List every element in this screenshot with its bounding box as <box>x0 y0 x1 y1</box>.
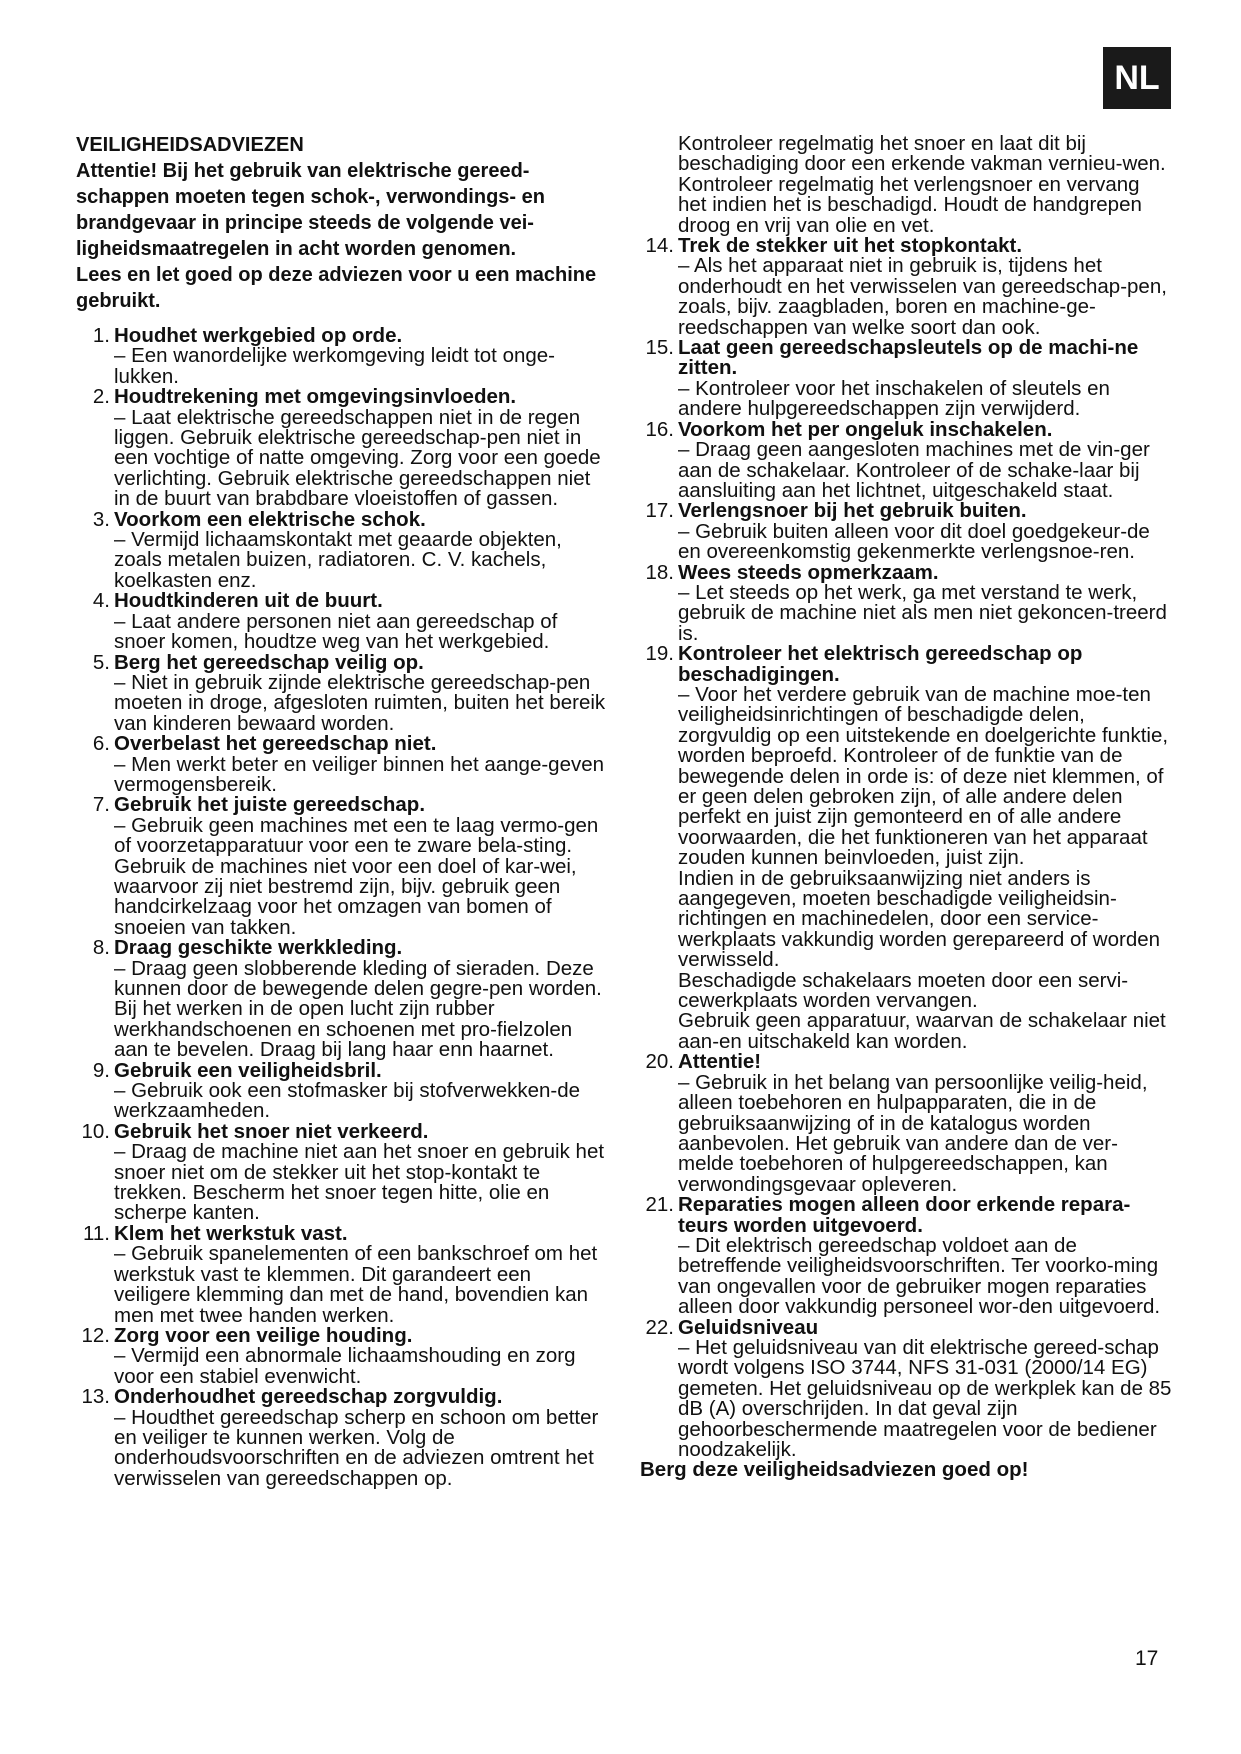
item-title: Voorkom een elektrische schok. <box>114 507 426 531</box>
safety-item-4 <box>76 591 610 652</box>
item-title: Gebruik het juiste gereedschap. <box>114 793 426 817</box>
item-number: 7. <box>92 793 110 817</box>
item-number: 9. <box>92 1058 110 1082</box>
safety-item-19 <box>640 644 1172 1052</box>
item-body: – Gebruik in het belang van persoonlijke veilig-heid, alleen toebehoren en hulpapparaten, die in de gebruiksaanwijzing of in de katalogus worden aanbevolen. Het gebruik van andere dan de ver-melde toebehoren of hulpgereedschappen, kan verwondingsgevaar opleveren. <box>678 1070 1148 1196</box>
right-column <box>640 134 1172 1481</box>
safety-item-13 <box>76 1387 610 1489</box>
safety-item-21 <box>640 1195 1172 1317</box>
item-body: – Vermijd lichaamskontakt met geaarde objekten, zoals metalen buizen, radiatoren. C. V. kachels, koelkasten enz. <box>114 528 562 592</box>
item-body: – Gebruik geen machines met een te laag vermo-gen of voorzetapparatuur voor een te zware bela-sting. <box>114 813 599 858</box>
safety-item-15 <box>640 338 1172 420</box>
item-number: 10. <box>81 1119 110 1143</box>
item-body-continued: Gebruik geen apparatuur, waarvan de schakelaar niet aan-en uitschakeld kan worden. <box>678 1009 1166 1053</box>
item-title: Laat geen gereedschapsleutels op de machi-ne zitten. <box>678 336 1139 380</box>
item-body: – Voor het verdere gebruik van de machine moe-ten veiligheidsinrichtingen of beschadigde delen, zorgvuldig op een uitstekende en doelgerichte funktie, worden beproefd. Kontroleer of de funktie van de bewegende delen in orde is: of deze niet klemmen, of er geen delen gebroken zijn, of alle andere delen perfekt en juist zijn gemonteerd en of alle andere voorwaarden, die het funktioneren van het apparaat zouden kunnen beinvloeden, juist zijn. <box>678 682 1169 870</box>
item-number: 11. <box>83 1221 110 1245</box>
item-title: Draag geschikte werkkleding. <box>114 936 403 960</box>
safety-item-22 <box>640 1315 1172 1461</box>
item-number: 18. <box>645 560 674 584</box>
item-13-continuation: Kontroleer regelmatig het snoer en laat dit bij beschadiging door een erkende vakman vernieu-wen. Kontroleer regelmatig het verlengsnoer en vervang het indien het is beschadigd. Houdt de handgrepen droog en vrij van olie en vet. <box>678 132 1166 237</box>
item-body: – Houdthet gereedschap scherp en schoon om better en veiliger te kunnen werken. Volg de onderhoudsvoorschriften en de adviezen omtrent het verwisselen van gereedschappen op. <box>114 1405 599 1490</box>
item-body: – Draag geen aangesloten machines met de vin-ger aan de schakelaar. Kontroleer of de schake-laar bij aansluiting aan het lichtnet, uitgeschakeld staat. <box>678 438 1150 502</box>
safety-item-8 <box>76 938 610 1060</box>
section-heading: VEILIGHEIDSADVIEZEN <box>76 134 304 156</box>
item-title: Gebruik het snoer niet verkeerd. <box>114 1119 429 1143</box>
safety-item-11 <box>76 1221 610 1327</box>
safety-item-14 <box>640 236 1172 338</box>
item-number: 8. <box>92 936 110 960</box>
item-body: – Als het apparaat niet in gebruik is, tijdens het onderhoudt en het verwisselen van gereedschap-pen, zoals, bijv. zaagbladen, boren en machine-ge-reedschappen van welke soort dan ook. <box>678 254 1167 339</box>
safety-item-18 <box>640 560 1172 645</box>
safety-item-3 <box>76 507 610 592</box>
item-title: Wees steeds opmerkzaam. <box>678 560 939 584</box>
item-title: Onderhoudhet gereedschap zorgvuldig. <box>114 1385 503 1409</box>
intro-instruction: Lees en let goed op deze adviezen voor u een machine gebruikt. <box>76 264 597 312</box>
item-body: – Laat andere personen niet aan gereedschap of snoer komen, houdtze weg van het werkgebied. <box>114 609 558 654</box>
item-number: 1. <box>92 324 110 347</box>
item-title: Reparaties mogen alleen door erkende repara-teurs worden uitgevoerd. <box>678 1193 1131 1237</box>
item-number: 4. <box>92 589 110 613</box>
item-number: 15. <box>645 336 674 360</box>
item-body: – Vermijd een abnormale lichaamshouding en zorg voor een stabiel evenwicht. <box>114 1344 576 1388</box>
item-body: – Laat elektrische gereedschappen niet in de regen liggen. Gebruik elektrische gereedschap-pen niet in een vochtige of natte omgeving. Zorg voor een goede verlichting. Gebruik elektrische gereedschappen niet in de buurt van brabdbare vloeistoffen of gassen. <box>114 405 601 511</box>
item-body-continued: Gebruik de machines niet voor een doel of kar-wei, waarvoor zij niet bestremd zijn, bijv. gebruik geen handcirkelzaag voor het omzagen van bomen of snoeien van takken. <box>114 854 577 939</box>
intro-warning: Attentie! Bij het gebruik van elektrische gereed-schappen moeten tegen schok-, verwondings- en brandgevaar in principe steeds de volgende vei-ligheidsmaatregelen in acht worden genomen. <box>76 160 545 260</box>
item-number: 6. <box>92 732 110 756</box>
item-body: – Niet in gebruik zijnde elektrische gereedschap-pen moeten in droge, afgesloten ruimten, buiten het bereik van kinderen bewaard worden. <box>114 670 606 735</box>
item-body: – Men werkt beter en veiliger binnen het aange-geven vermogensbereik. <box>114 752 605 796</box>
item-body: – Draag geen slobberende kleding of sieraden. Deze kunnen door de bewegende delen gegre-pen worden. Bij het werken in de open lucht zijn rubber werkhandschoenen en schoenen met pro-fielzolen aan te bevelen. Draag bij lang haar enn haarnet. <box>114 956 602 1062</box>
item-title: Voorkom het per ongeluk inschakelen. <box>678 417 1053 441</box>
item-title: Attentie! <box>678 1050 762 1074</box>
item-number: 2. <box>92 385 110 409</box>
safety-item-6 <box>76 734 610 795</box>
item-body: – Dit elektrisch gereedschap voldoet aan de betreffende veiligheidsvoorschriften. Ter voorko-ming van ongevallen voor de gebruiker mogen reparaties alleen door vakkundig personeel wor-den uitgevoerd. <box>678 1233 1161 1319</box>
item-number: 5. <box>92 650 110 674</box>
item-title: Zorg voor een veilige houding. <box>114 1323 413 1347</box>
item-number: 3. <box>92 507 110 531</box>
item-title: Houdhet werkgebied op orde. <box>114 324 403 347</box>
item-number: 17. <box>645 499 674 523</box>
item-title: Klem het werkstuk vast. <box>114 1221 348 1245</box>
closing-note: Berg deze veiligheidsadviezen goed op! <box>640 1458 1029 1482</box>
page-number: 17 <box>1135 1647 1159 1670</box>
item-title: Houdtrekening met omgevingsinvloeden. <box>114 385 517 409</box>
item-body: – Gebruik buiten alleen voor dit doel goedgekeur-de en overeenkomstig gekenmerkte verlengsnoe-ren. <box>678 519 1150 564</box>
item-number: 12. <box>81 1323 110 1347</box>
item-body: – Het geluidsniveau van dit elektrische gereed-schap wordt volgens ISO 3744, NFS 31-031 (2000/14 EG) gemeten. Het geluidsniveau op de werkplek kan de 85 dB (A) overschrijden. In dat geval zijn gehoorbeschermende maatregelen voor de bediener noodzakelijk. <box>678 1335 1172 1461</box>
item-body: – Let steeds op het werk, ga met verstand te werk, gebruik de machine niet als men niet gekoncen-treerd is. <box>678 580 1167 645</box>
item-number: 20. <box>645 1050 674 1074</box>
safety-item-12 <box>76 1323 610 1388</box>
safety-item-9 <box>76 1058 610 1123</box>
safety-item-16 <box>640 417 1172 502</box>
safety-item-7 <box>76 795 610 938</box>
language-badge: NL <box>1103 47 1171 109</box>
item-body-continued: Indien in de gebruiksaanwijzing niet anders is aangegeven, moeten beschadigde veiligheidsin-richtingen en machinedelen, door een service-werkplaats vakkundig worden gerepareerd of worden verwisseld. <box>678 866 1161 972</box>
safety-item-2 <box>76 387 610 509</box>
item-number: 22. <box>645 1315 674 1339</box>
item-title: Berg het gereedschap veilig op. <box>114 650 424 674</box>
item-body-continued: Beschadigde schakelaars moeten door een servi-cewerkplaats worden vervangen. <box>678 968 1129 1013</box>
safety-item-1 <box>76 326 610 387</box>
item-title: Geluidsniveau <box>678 1315 819 1339</box>
item-body: – Een wanordelijke werkomgeving leidt tot onge-lukken. <box>114 344 556 388</box>
item-body: – Gebruik ook een stofmasker bij stofverwekken-de werkzaamheden. <box>114 1079 581 1123</box>
item-number: 16. <box>645 417 674 441</box>
item-body: – Gebruik spanelementen of een bankschroef om het werkstuk vast te klemmen. Dit garandeert een veiligere klemming dan met de hand, bovendien kan men met twee handen werken. <box>114 1242 598 1327</box>
item-body: – Kontroleer voor het inschakelen of sleutels en andere hulpgereedschappen zijn verwijderd. <box>678 376 1110 421</box>
item-title: Trek de stekker uit het stopkontakt. <box>678 234 1023 258</box>
item-title: Verlengsnoer bij het gebruik buiten. <box>678 499 1027 523</box>
item-number: 13. <box>81 1385 110 1409</box>
item-number: 14. <box>645 234 674 258</box>
item-title: Overbelast het gereedschap niet. <box>114 732 437 756</box>
safety-item-10 <box>76 1119 610 1225</box>
item-title: Kontroleer het elektrisch gereedschap op beschadigingen. <box>678 642 1083 686</box>
item-title: Gebruik een veiligheidsbril. <box>114 1058 382 1082</box>
item-number: 21. <box>645 1193 674 1217</box>
safety-item-5 <box>76 650 610 735</box>
item-body: – Draag de machine niet aan het snoer en gebruik het snoer niet om de stekker uit het stop-kontakt te trekken. Bescherm het snoer tegen hitte, olie en scherpe kanten. <box>114 1140 605 1225</box>
safety-item-17 <box>640 501 1172 562</box>
left-column <box>76 132 610 1489</box>
item-number: 19. <box>645 642 674 666</box>
safety-item-20 <box>640 1052 1172 1195</box>
item-title: Houdtkinderen uit de buurt. <box>114 589 383 613</box>
